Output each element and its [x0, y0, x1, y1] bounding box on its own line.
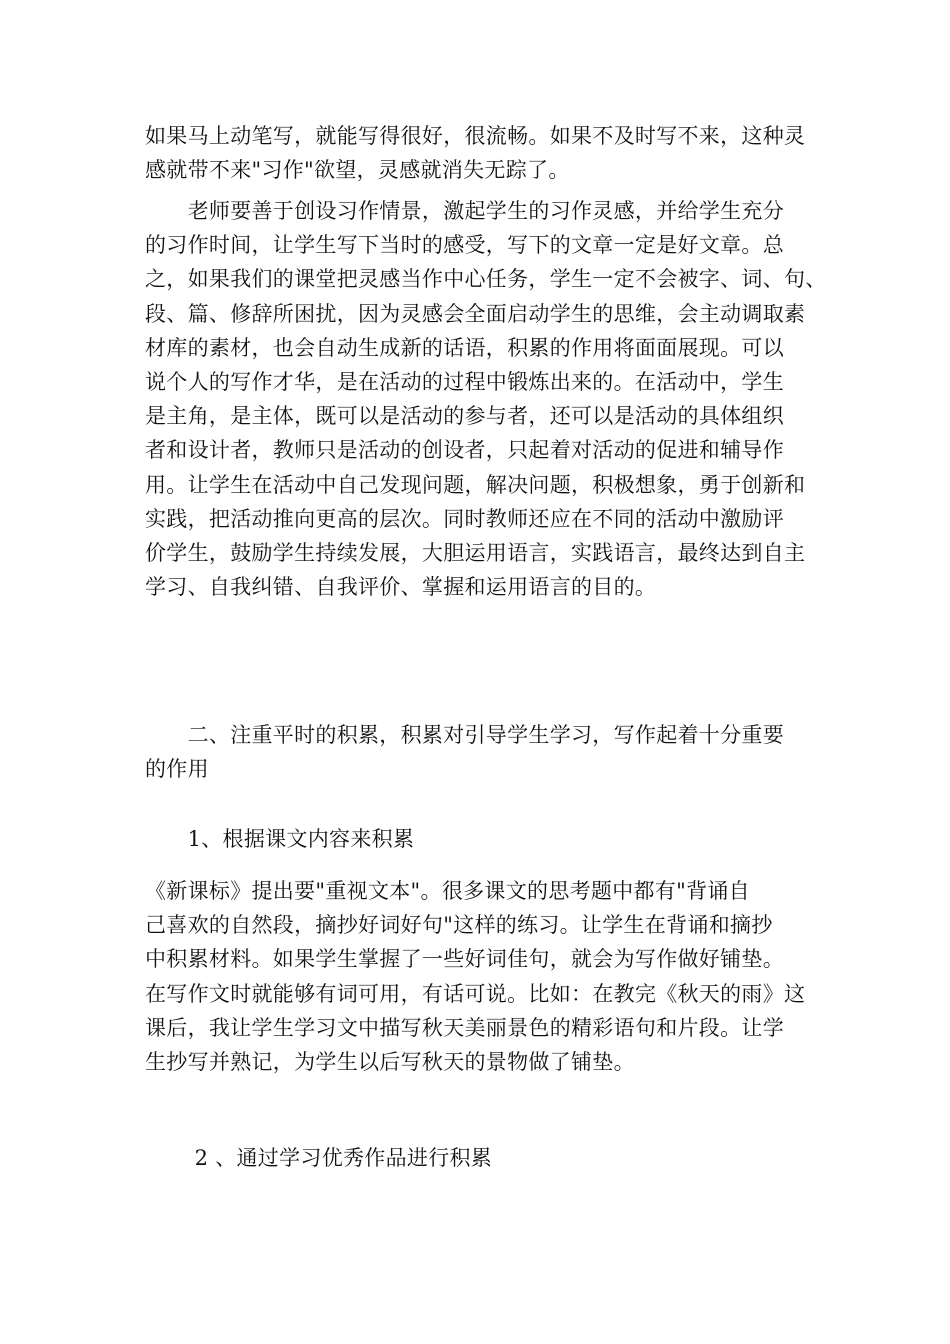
paragraph-continuation [145, 119, 805, 187]
text-line: 材库的素材，也会自动生成新的话语，积累的作用将面面展现。可以 [145, 335, 784, 360]
paragraph-creating-scenarios [145, 194, 827, 604]
subheading-2 [145, 1141, 805, 1175]
text-line: 学习、自我纠错、自我评价、掌握和运用语言的目的。 [145, 575, 657, 600]
text-line: 段、篇、修辞所困扰，因为灵感会全面启动学生的思维，会主动调取素 [145, 301, 806, 326]
text-line: 《新课标》提出要"重视文本"。很多课文的思考题中都有"背诵自 [145, 879, 750, 903]
text-line: 二、注重平时的积累，积累对引导学生学习，写作起着十分重要 [145, 723, 784, 747]
text-line: 课后，我让学生学习文中描写秋天美丽景色的精彩语句和片段。让学 [145, 1015, 784, 1040]
text-line: 说个人的写作才华，是在活动的过程中锻炼出来的。在活动中，学生 [145, 370, 784, 395]
text-line: 之，如果我们的课堂把灵感当作中心任务，学生一定不会被字、词、句、 [145, 267, 827, 292]
text-line: 己喜欢的自然段，摘抄好词好句"这样的练习。让学生在背诵和摘抄 [145, 913, 773, 938]
text-line: 生抄写并熟记，为学生以后写秋天的景物做了铺垫。 [145, 1050, 635, 1075]
text-line: 老师要善于创设习作情景，激起学生的习作灵感，并给学生充分 [145, 199, 784, 223]
text-line: 1、根据课文内容来积累 [145, 827, 415, 851]
text-line: 如果马上动笔写，就能写得很好，很流畅。如果不及时写不来，这种灵 [145, 124, 806, 148]
section-heading-2 [145, 718, 805, 786]
text-line: 在写作文时就能够有词可用，有话可说。比如：在教完《秋天的雨》这 [145, 981, 806, 1006]
subheading-1 [145, 822, 805, 856]
text-line: 感就带不来"习作"欲望，灵感就消失无踪了。 [145, 158, 570, 183]
text-line: 中积累材料。如果学生掌握了一些好词佳句，就会为写作做好铺垫。 [145, 947, 784, 972]
text-line: 2 、通过学习优秀作品进行积累 [145, 1146, 493, 1170]
text-line: 的习作时间，让学生写下当时的感受，写下的文章一定是好文章。总 [145, 233, 784, 258]
text-line: 的作用 [145, 757, 209, 782]
text-line: 价学生，鼓励学生持续发展，大胆运用语言，实践语言，最终达到自主 [145, 541, 806, 566]
text-line: 是主角，是主体，既可以是活动的参与者，还可以是活动的具体组织 [145, 404, 784, 429]
text-line: 用。让学生在活动中自己发现问题，解决问题，积极想象，勇于创新和 [145, 472, 806, 497]
paragraph-curriculum-standard [145, 874, 805, 1079]
text-line: 者和设计者，教师只是活动的创设者，只起着对活动的促进和辅导作 [145, 438, 784, 463]
text-line: 实践，把活动推向更高的层次。同时教师还应在不同的活动中激励评 [145, 506, 784, 531]
